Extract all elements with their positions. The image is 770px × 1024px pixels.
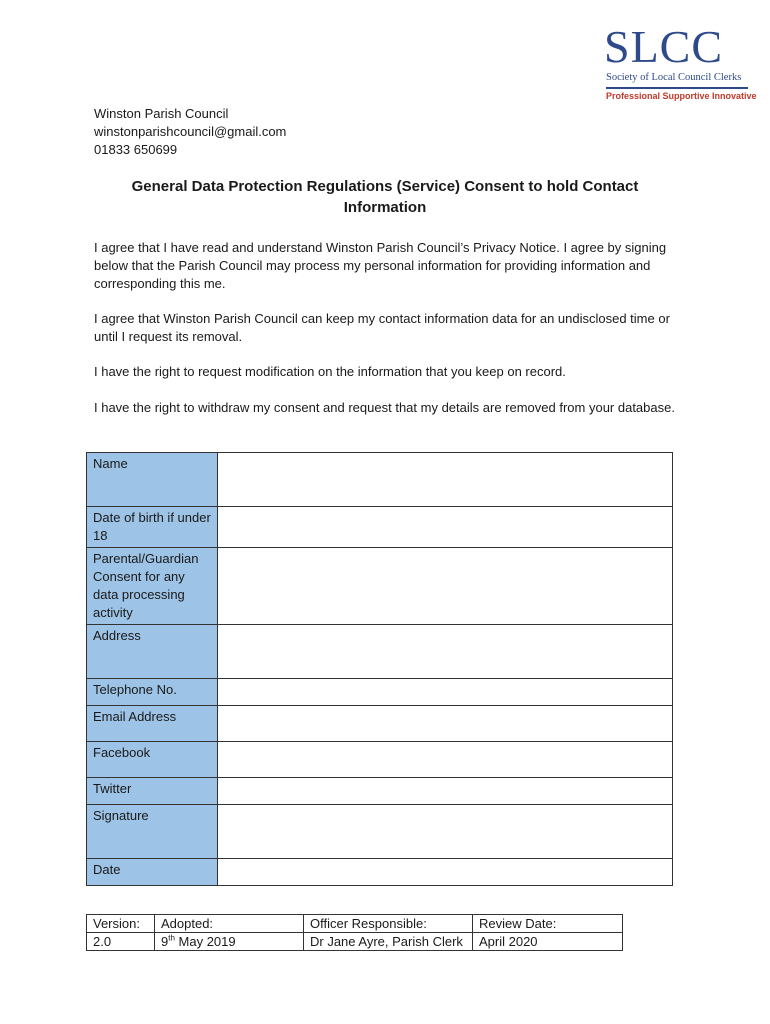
field-label-name: Name — [87, 453, 218, 507]
council-phone: 01833 650699 — [94, 142, 178, 157]
document-control-header-row — [87, 915, 623, 933]
consent-paragraph-retention: I agree that Winston Parish Council can keep my contact information data for an undisclosed time or until I request its removal. — [94, 311, 670, 344]
council-email: winstonparishcouncil@gmail.com — [94, 124, 287, 139]
document-title: General Data Protection Regulations (Service) Consent to hold Contact Information — [131, 178, 639, 216]
field-input-date[interactable] — [218, 859, 673, 886]
logo-wordmark: SLCC — [604, 21, 724, 72]
form-row-facebook — [87, 742, 673, 778]
version-value: 2.0 — [87, 933, 155, 951]
form-row-signature — [87, 805, 673, 859]
council-contact-block — [94, 105, 286, 159]
field-input-twitter[interactable] — [218, 778, 673, 805]
logo-tagline: Professional Supportive Innovative — [606, 91, 757, 101]
document-control-value-row — [87, 933, 623, 951]
slcc-logo — [604, 21, 757, 104]
field-label-telephone: Telephone No. — [87, 679, 218, 706]
adopted-month-year: May 2019 — [174, 933, 236, 949]
field-input-address[interactable] — [218, 625, 673, 679]
field-label-dob: Date of birth if under 18 — [87, 507, 218, 548]
form-row-name — [87, 453, 673, 507]
form-row-email — [87, 706, 673, 742]
council-name: Winston Parish Council — [94, 106, 229, 121]
consent-paragraph-modification: I have the right to request modification on the information that you keep on record. — [94, 364, 566, 379]
form-row-dob — [87, 507, 673, 548]
officer-header: Officer Responsible: — [304, 915, 473, 933]
form-row-address — [87, 625, 673, 679]
form-row-guardian-consent — [87, 548, 673, 625]
adopted-value — [155, 933, 304, 951]
field-label-address: Address — [87, 625, 218, 679]
form-row-telephone — [87, 679, 673, 706]
consent-paragraph-privacy: I agree that I have read and understand Winston Parish Council’s Privacy Notice. I agree by signing below that the Parish Council may process my personal information for providing information and corresponding this me. — [94, 240, 667, 291]
field-label-date: Date — [87, 859, 218, 886]
review-date-value: April 2020 — [473, 933, 623, 951]
field-input-facebook[interactable] — [218, 742, 673, 778]
adopted-day: 9 — [161, 933, 169, 949]
document-control-table — [86, 914, 623, 951]
field-label-signature: Signature — [87, 805, 218, 859]
field-input-telephone[interactable] — [218, 679, 673, 706]
field-input-name[interactable] — [218, 453, 673, 507]
logo-subtitle: Society of Local Council Clerks — [606, 71, 748, 89]
consent-paragraph-withdrawal: I have the right to withdraw my consent and request that my details are removed from your database. — [94, 400, 675, 415]
field-label-email: Email Address — [87, 706, 218, 742]
review-date-header: Review Date: — [473, 915, 623, 933]
field-input-dob[interactable] — [218, 507, 673, 548]
field-input-email[interactable] — [218, 706, 673, 742]
adopted-header: Adopted: — [155, 915, 304, 933]
form-row-twitter — [87, 778, 673, 805]
adopted-day-suffix: th — [168, 933, 175, 943]
consent-form-table — [86, 452, 673, 886]
field-input-guardian-consent[interactable] — [218, 548, 673, 625]
field-label-twitter: Twitter — [87, 778, 218, 805]
officer-value: Dr Jane Ayre, Parish Clerk — [304, 933, 473, 951]
field-input-signature[interactable] — [218, 805, 673, 859]
version-header: Version: — [87, 915, 155, 933]
field-label-guardian-consent: Parental/Guardian Consent for any data processing activity — [87, 548, 218, 625]
field-label-facebook: Facebook — [87, 742, 218, 778]
form-row-date — [87, 859, 673, 886]
